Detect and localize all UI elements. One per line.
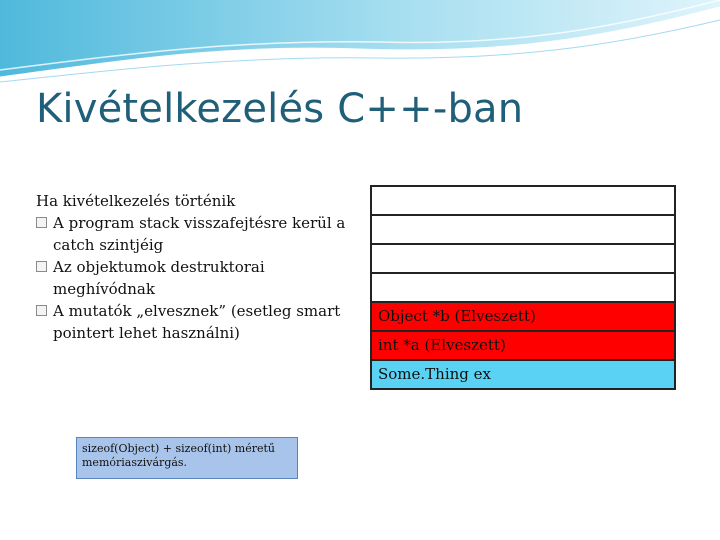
stack-cell-lost-pointer-a: int *a (Elveszett) [372, 332, 674, 359]
bullet-box-icon [36, 217, 47, 228]
bullet-text: Az objektumok destruktorai meghívódnak [53, 258, 265, 298]
stack-cell-lost-pointer-b: Object *b (Elveszett) [372, 303, 674, 330]
bullet-item [36, 256, 356, 300]
stack-cell-empty [372, 187, 674, 214]
bullet-text: A mutatók „elvesznek” (esetleg smart pointert lehet használni) [53, 302, 341, 342]
stack-cell-empty [372, 274, 674, 301]
bullet-intro: Ha kivételkezelés történik [36, 192, 236, 210]
bullet-item [36, 212, 356, 256]
stack-cell-empty [372, 245, 674, 272]
memory-leak-note: sizeof(Object) + sizeof(int) méretű memóriaszivárgás. [76, 437, 298, 479]
bullet-text: A program stack visszafejtésre kerül a catch szintjéig [53, 214, 346, 254]
bullet-list [36, 190, 356, 344]
stack-cell-empty [372, 216, 674, 243]
bullet-box-icon [36, 261, 47, 272]
bullet-item [36, 300, 356, 344]
bullet-box-icon [36, 305, 47, 316]
stack-cell-exception: Some.Thing ex [372, 361, 674, 388]
call-stack-diagram [370, 185, 676, 390]
slide-title: Kivételkezelés C++-ban [36, 86, 524, 132]
header-wave-banner [0, 0, 720, 90]
